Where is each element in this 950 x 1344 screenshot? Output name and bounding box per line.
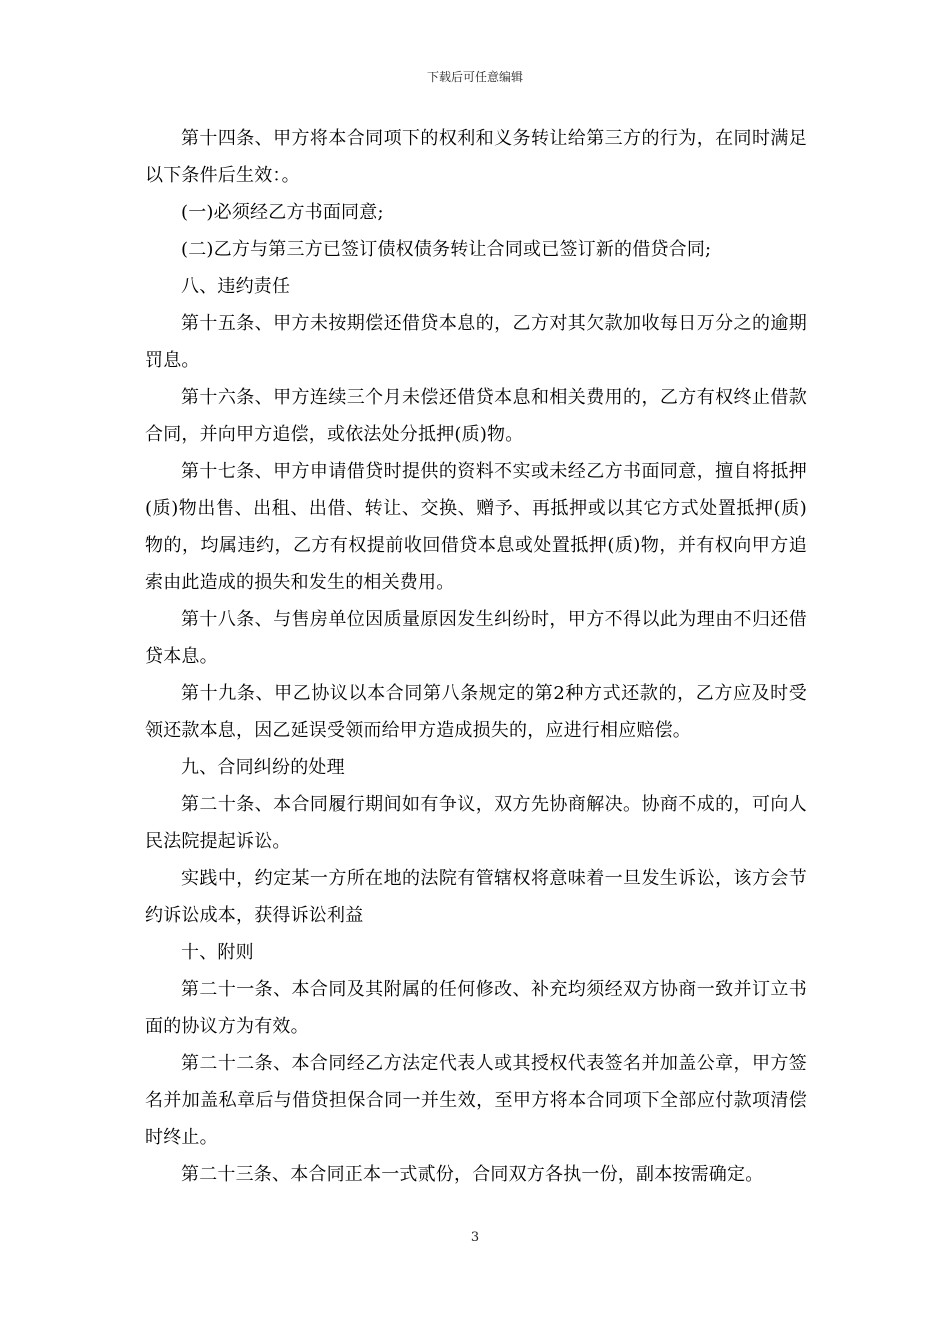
section-heading-8: 八、违约责任 (181, 276, 291, 297)
section-heading-10: 十、附则 (181, 942, 254, 963)
document-body (145, 120, 807, 1193)
paragraph-practice-note: 实践中，约定某一方所在地的法院有管辖权将意味着一旦发生诉讼，该方会节约诉讼成本，获得诉讼利益 (145, 868, 807, 926)
paragraph-article-16: 第十六条、甲方连续三个月未偿还借贷本息和相关费用的，乙方有权终止借款合同，并向甲方追偿，或依法处分抵押(质)物。 (145, 387, 807, 445)
paragraph-article-21: 第二十一条、本合同及其附属的任何修改、补充均须经双方协商一致并订立书面的协议方为有效。 (145, 979, 807, 1037)
paragraph-article-15: 第十五条、甲方未按期偿还借贷本息的，乙方对其欠款加收每日万分之的逾期罚息。 (145, 313, 807, 371)
paragraph-article-18: 第十八条、与售房单位因质量原因发生纠纷时，甲方不得以此为理由不归还借贷本息。 (145, 609, 807, 667)
page-header: 下载后可任意编辑 (426, 70, 523, 84)
paragraph-article-19: 第十九条、甲乙协议以本合同第八条规定的第2种方式还款的，乙方应及时受领还款本息，因乙延误受领而给甲方造成损失的，应进行相应赔偿。 (145, 683, 807, 741)
paragraph-article-22: 第二十二条、本合同经乙方法定代表人或其授权代表签名并加盖公章，甲方签名并加盖私章后与借贷担保合同一并生效，至甲方将本合同项下全部应付款项清偿时终止。 (145, 1053, 807, 1148)
paragraph-condition-1: (一)必须经乙方书面同意; (181, 202, 384, 223)
paragraph-article-17: 第十七条、甲方申请借贷时提供的资料不实或未经乙方书面同意，擅自将抵押(质)物出售、出租、出借、转让、交换、赠予、再抵押或以其它方式处置抵押(质)物的，均属违约，乙方有权提前收回借贷本息或处置抵押(质)物，并有权向甲方追索由此造成的损失和发生的相关费用。 (145, 461, 807, 593)
paragraph-article-20: 第二十条、本合同履行期间如有争议，双方先协商解决。协商不成的，可向人民法院提起诉讼。 (145, 794, 807, 852)
page-number: 3 (470, 1230, 480, 1245)
paragraph-article-23: 第二十三条、本合同正本一式贰份，合同双方各执一份，副本按需确定。 (181, 1164, 764, 1185)
paragraph-article-14: 第十四条、甲方将本合同项下的权利和义务转让给第三方的行为，在同时满足以下条件后生效：。 (145, 128, 807, 186)
paragraph-condition-2: (二)乙方与第三方已签订债权债务转让合同或已签订新的借贷合同; (181, 239, 712, 260)
section-heading-9: 九、合同纠纷的处理 (181, 757, 345, 778)
